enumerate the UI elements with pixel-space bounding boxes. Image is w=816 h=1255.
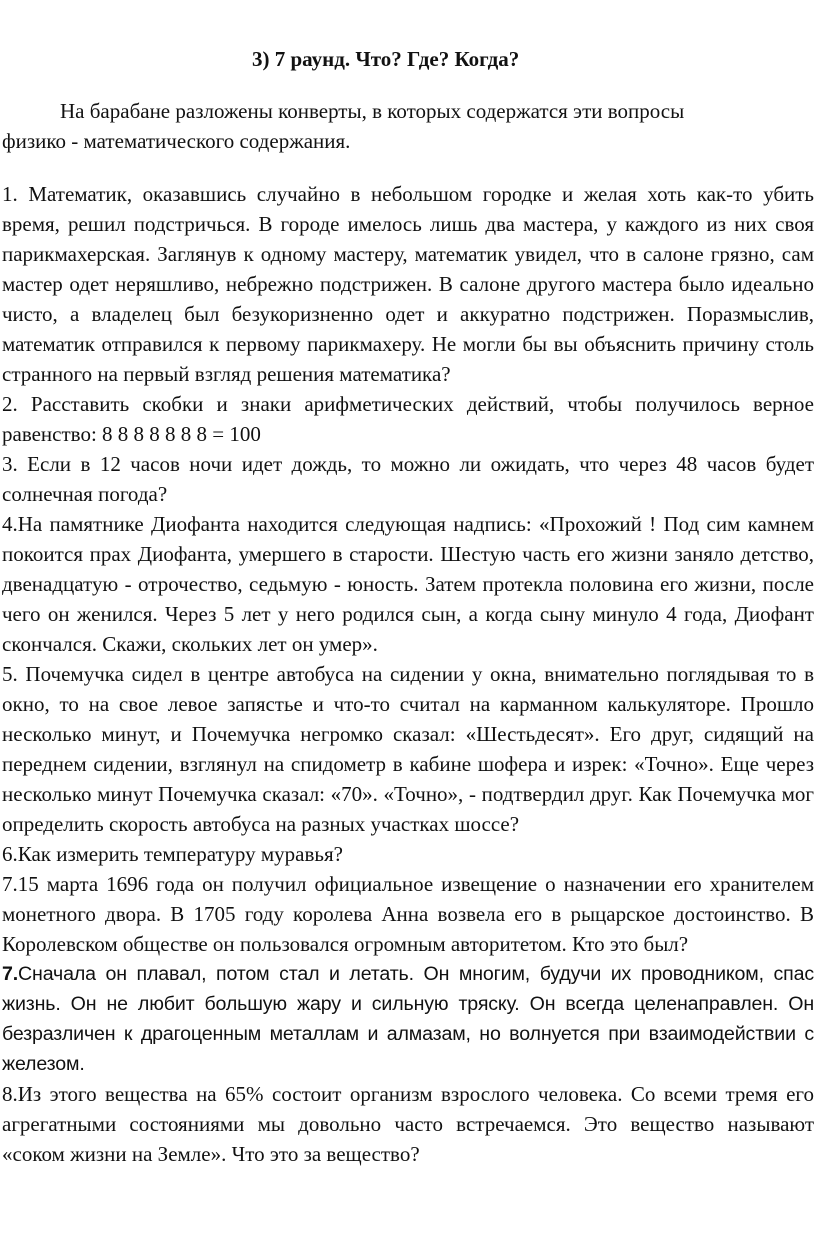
question-text: Из этого вещества на 65% состоит организм взрослого человека. Со всеми тремя его агрегатными состояниями мы довольно часто встречаемся. Это вещество называют «соком жизни на Земле». Что это за вещество? [2, 1082, 814, 1166]
question-text: Почемучка сидел в центре автобуса на сидении у окна, внимательно поглядывая то в окно, то на свое левое запястье и что-то считал на карманном калькуляторе. Прошло несколько минут, и Почемучка негромко сказал: «Шестьдесят». Его друг, сидящий на переднем сидении, взглянул на спидометр в кабине шофера и изрек: «Точно». Еще через несколько минут Почемучка сказал: «70». «Точно», - подтвердил друг. Как Почемучка мог определить скорость автобуса на разных участках шоссе? [2, 662, 814, 836]
question-number: 6. [2, 842, 18, 866]
question-8 [2, 1079, 814, 1169]
question-1 [2, 179, 814, 389]
question-7a [2, 869, 814, 959]
question-text: Как измерить температуру муравья? [17, 842, 343, 866]
question-number: 7. [2, 872, 18, 896]
question-text: 15 марта 1696 года он получил официальное извещение о назначении его хранителем монетного двора. В 1705 году королева Анна возвела его в рыцарское достоинство. В Королевском обществе он пользовался огромным авторитетом. Кто это был? [2, 872, 814, 956]
question-5 [2, 659, 814, 839]
question-text: Расставить скобки и знаки арифметических действий, чтобы получилось верное равенство: 8 8 8 8 8 8 8 = 100 [2, 392, 814, 446]
question-text: На памятнике Диофанта находится следующая надпись: «Прохожий ! Под сим камнем покоится прах Диофанта, умершего в старости. Шестую часть его жизни заняло детство, двенадцатую - отрочество, седьмую - юность. Затем протекла половина его жизни, после чего он женился. Через 5 лет у него родился сын, а когда сыну минуло 4 года, Диофант скончался. Скажи, скольких лет он умер». [2, 512, 814, 656]
question-2 [2, 389, 814, 449]
question-number: 2. [2, 392, 18, 416]
question-number: 3. [2, 452, 18, 476]
question-number: 1. [2, 182, 18, 206]
question-number: 4. [2, 512, 18, 536]
intro-line-2: физико - математического содержания. [2, 129, 351, 153]
question-6 [2, 839, 814, 869]
question-number: 8. [2, 1082, 18, 1106]
intro-line-1: На барабане разложены конверты, в которых содержатся эти вопросы [60, 99, 685, 123]
question-text: Если в 12 часов ночи идет дождь, то можно ли ожидать, что через 48 часов будет солнечная погода? [2, 452, 814, 506]
question-number: 5. [2, 662, 18, 686]
question-number: 7. [2, 963, 19, 985]
question-text: Сначала он плавал, потом стал и летать. Он многим, будучи их проводником, спас жизнь. Он не любит большую жару и сильную тряску. Он всегда целенаправлен. Он безразличен к драгоценным металлам и алмазам, но волнуется при взаимодействии с железом. [2, 963, 814, 1075]
page-title: 3) 7 раунд. Что? Где? Когда? [252, 47, 520, 71]
intro-paragraph [2, 96, 814, 156]
question-text: Математик, оказавшись случайно в небольшом городке и желая хоть как-то убить время, решил подстричься. В городе имелось лишь два мастера, у каждого из них своя парикмахерская. Заглянув к одному мастеру, математик увидел, что в салоне грязно, сам мастер одет неряшливо, небрежно подстрижен. В салоне другого мастера было идеально чисто, а владелец был безукоризненно одет и аккуратно подстрижен. Поразмыслив, математик отправился к первому парикмахеру. Не могли бы вы объяснить причину столь странного на первый взгляд решения математика? [2, 182, 814, 386]
question-3 [2, 449, 814, 509]
question-7b [2, 959, 814, 1079]
question-list [2, 179, 814, 1169]
question-4 [2, 509, 814, 659]
